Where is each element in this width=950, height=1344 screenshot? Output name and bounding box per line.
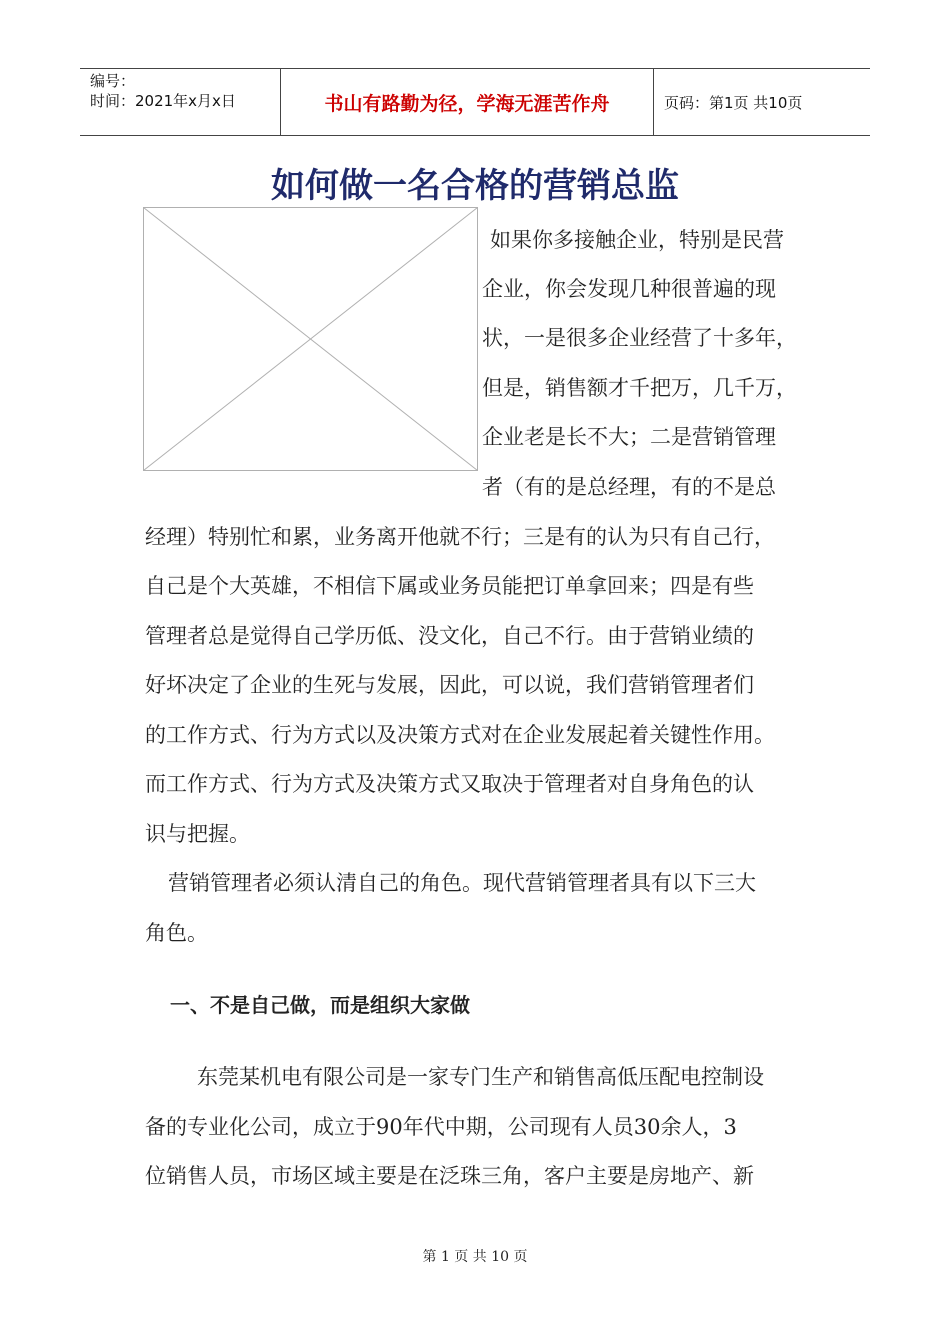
- header-motto: 书山有路勤为径，学海无涯苦作舟: [281, 69, 654, 135]
- number-label: 编号：: [90, 72, 136, 90]
- time-label: 时间：2021年x月x日: [90, 92, 236, 110]
- paragraph-line: 备的专业化公司，成立于90年代中期，公司现有人员30余人，3: [145, 1115, 737, 1139]
- section-heading: 一、不是自己做，而是组织大家做: [170, 993, 470, 1017]
- paragraph-line: 营销管理者必须认清自己的角色。现代营销管理者具有以下三大: [168, 871, 756, 895]
- paragraph-line: 的工作方式、行为方式以及决策方式对在企业发展起着关键性作用。: [145, 723, 775, 747]
- paragraph-line: 企业老是长不大；二是营销管理: [482, 425, 776, 449]
- paragraph-line: 识与把握。: [145, 822, 250, 846]
- paragraph-line: 东莞某机电有限公司是一家专门生产和销售高低压配电控制设: [197, 1065, 764, 1089]
- paragraph-line: 者（有的是总经理，有的不是总: [482, 475, 776, 499]
- paragraph-line: 好坏决定了企业的生死与发展，因此，可以说，我们营销管理者们: [145, 673, 754, 697]
- paragraph-line: 状，一是很多企业经营了十多年，: [482, 326, 797, 350]
- paragraph-line: 经理）特别忙和累，业务离开他就不行；三是有的认为只有自己行，: [145, 525, 775, 549]
- paragraph-line: 自己是个大英雄，不相信下属或业务员能把订单拿回来；四是有些: [145, 574, 754, 598]
- header-page-info: 页码：第1页 共10页: [664, 93, 803, 112]
- image-placeholder-icon: [143, 207, 478, 471]
- page-footer: 第 1 页 共 10 页: [422, 1249, 528, 1265]
- paragraph-line: 而工作方式、行为方式及决策方式又取决于管理者对自身角色的认: [145, 772, 754, 796]
- header-meta-cell: [80, 69, 281, 135]
- paragraph-line: 位销售人员，市场区域主要是在泛珠三角，客户主要是房地产、新: [145, 1164, 754, 1188]
- paragraph-line: 企业，你会发现几种很普遍的现: [482, 277, 776, 301]
- document-title: 如何做一名合格的营销总监: [271, 166, 679, 206]
- paragraph-line: 角色。: [145, 921, 208, 945]
- header-table: [80, 68, 870, 136]
- paragraph-line: 但是，销售额才千把万，几千万，: [482, 376, 797, 400]
- paragraph-line: 如果你多接触企业，特别是民营: [490, 228, 784, 252]
- paragraph-line: 管理者总是觉得自己学历低、没文化，自己不行。由于营销业绩的: [145, 624, 754, 648]
